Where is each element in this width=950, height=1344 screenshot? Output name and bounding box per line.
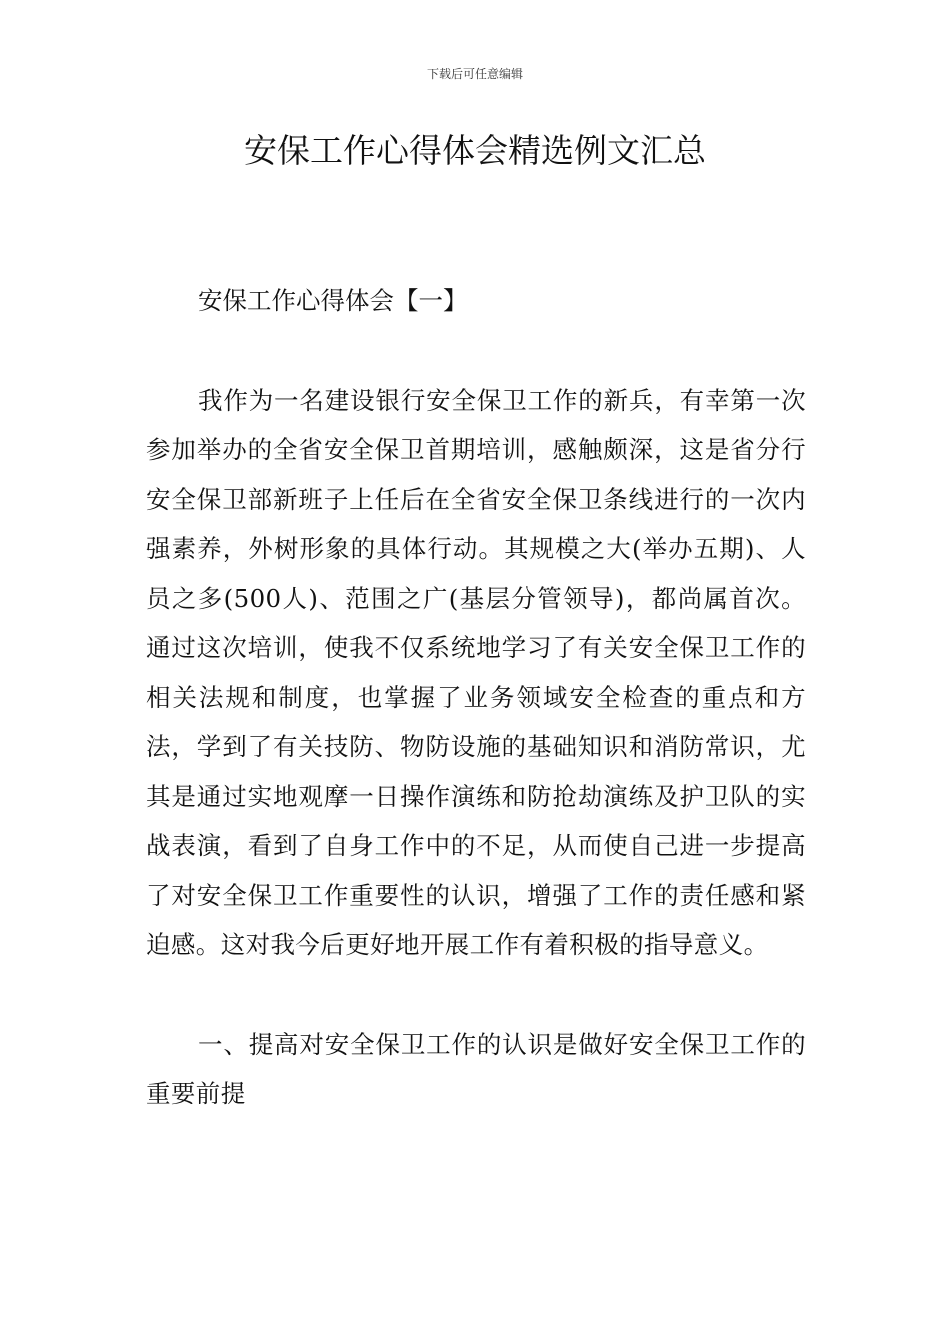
header-note: 下载后可任意编辑	[426, 67, 523, 81]
section-heading: 安保工作心得体会【一】	[198, 286, 468, 315]
body-paragraph: 我作为一名建设银行安全保卫工作的新兵，有幸第一次参加举办的全省安全保卫首期培训，感触颇深，这是省分行安全保卫部新班子上任后在全省安全保卫条线进行的一次内强素养，外树形象的具体行动。其规模之大(举办五期)、人员之多(500人)、范围之广(基层分管领导)，都尚属首次。通过这次培训，使我不仅系统地学习了有关安全保卫工作的相关法规和制度，也掌握了业务领域安全检查的重点和方法，学到了有关技防、物防设施的基础知识和消防常识，尤其是通过实地观摩一日操作演练和防抢劫演练及护卫队的实战表演，看到了自身工作中的不足，从而使自己进一步提高了对安全保卫工作重要性的认识，增强了工作的责任感和紧迫感。这对我今后更好地开展工作有着积极的指导意义。	[146, 385, 806, 959]
document-body	[146, 276, 806, 1119]
document-title: 安保工作心得体会精选例文汇总	[244, 131, 706, 170]
spacer	[146, 326, 806, 376]
spacer	[146, 970, 806, 1020]
subsection-heading: 一、提高对安全保卫工作的认识是做好安全保卫工作的重要前提	[146, 1029, 806, 1108]
